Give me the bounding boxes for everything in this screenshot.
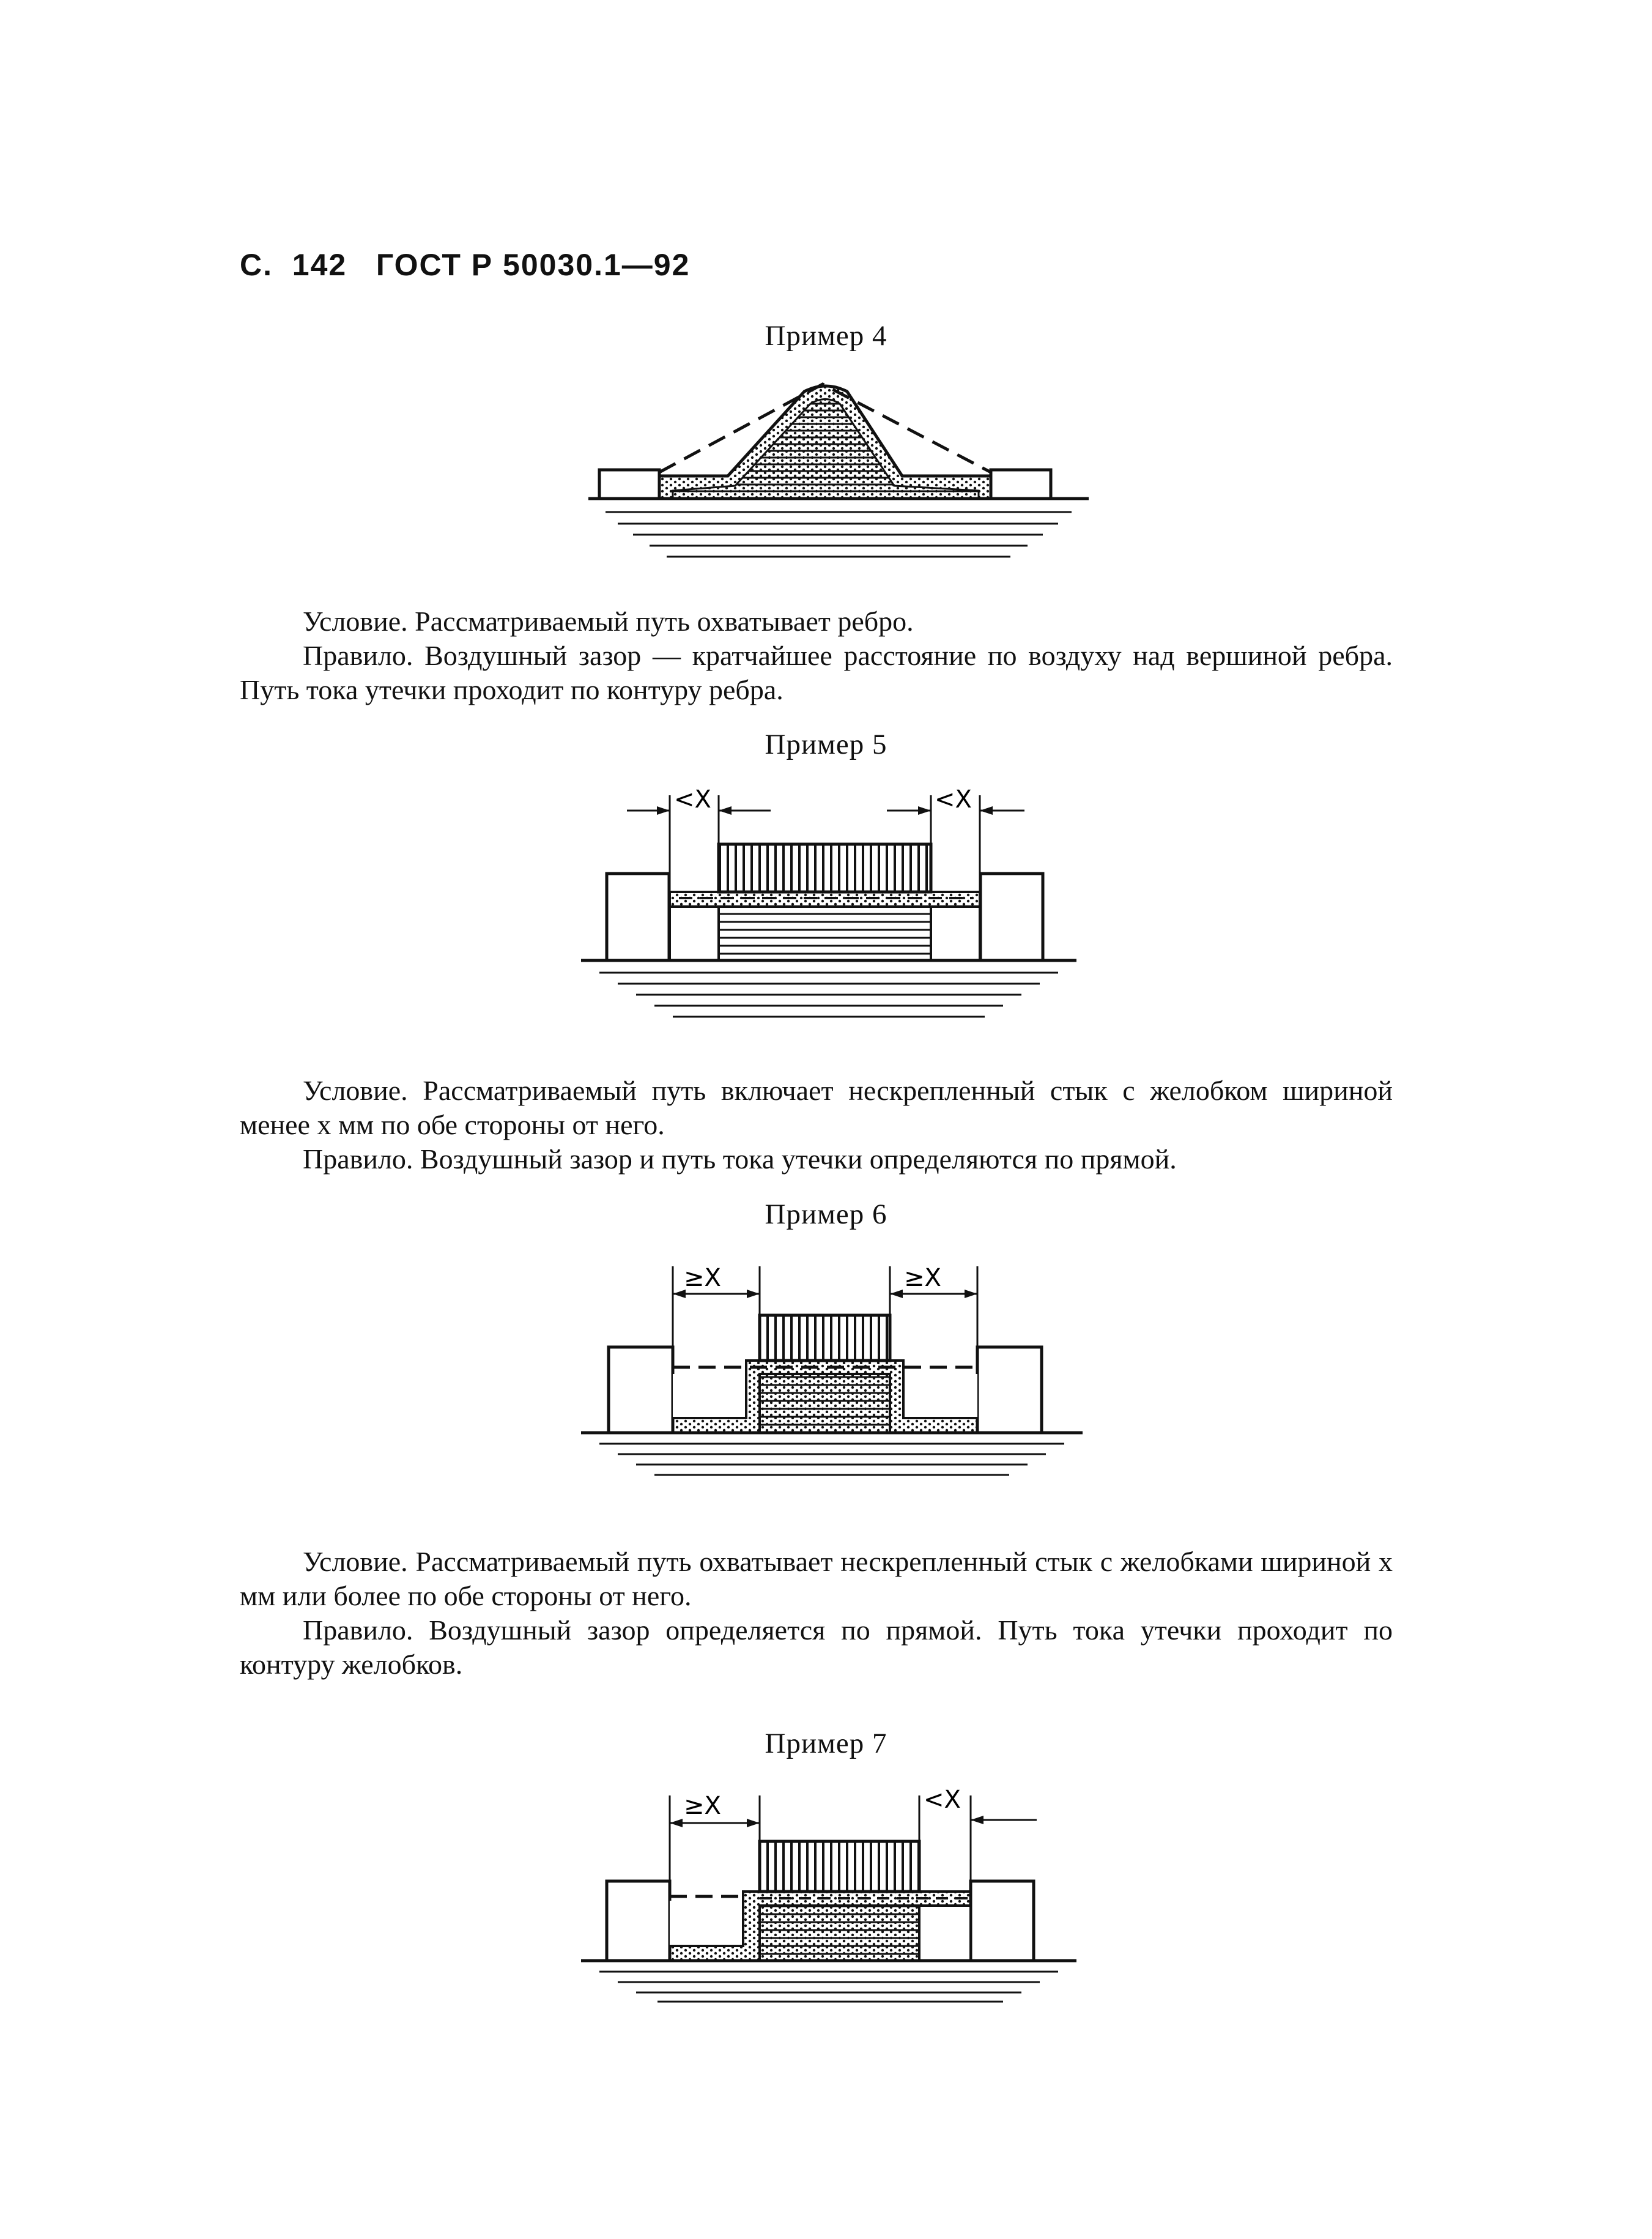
example-7-caption: Пример 7: [765, 1728, 887, 1759]
example-7-figure: [581, 1783, 1083, 2003]
example-5-right-conductor: [980, 874, 1043, 960]
example-6-left-conductor: [609, 1347, 673, 1433]
example-5-figure: [581, 783, 1083, 1028]
example-4-caption: Пример 4: [765, 320, 887, 352]
example-7-right-conductor: [971, 1881, 1034, 1961]
example-6-caption: Пример 6: [765, 1198, 887, 1230]
example-4-rule: Правило. Воздушный зазор — кратчайшее расстояние по воздуху над вершиной ребра. Путь тока утечки проходит по контуру ребра.: [240, 640, 1393, 705]
example-7-lower-part: [760, 1906, 919, 1961]
example-4-condition: Условие. Рассматриваемый путь охватывает ребро.: [303, 606, 914, 637]
example-5-text: [240, 1074, 1393, 1176]
example-5-rule: Правило. Воздушный зазор и путь тока утечки определяются по прямой.: [303, 1143, 1177, 1175]
example-6-right-conductor: [977, 1347, 1042, 1433]
example-6-text: [240, 1545, 1393, 1682]
page-label: С.: [240, 248, 273, 282]
example-5-left-conductor: [607, 874, 669, 960]
example-6-upper-part: [760, 1315, 890, 1361]
example-7-upper-part: [760, 1841, 919, 1892]
example-6-lower-part: [760, 1374, 890, 1433]
example-6-condition: Условие. Рассматриваемый путь охватывает нескрепленный стык с желобками шириной x мм или более по обе стороны от него.: [240, 1546, 1393, 1611]
example-5-dim-left: <X: [674, 785, 711, 814]
example-5-dim-right: <X: [935, 785, 972, 814]
example-5-condition: Условие. Рассматриваемый путь включает нескрепленный стык с желобком шириной менее x мм по обе стороны от него.: [240, 1075, 1393, 1140]
example-4-figure: [575, 367, 1101, 569]
example-5-lower-part: [719, 907, 931, 960]
example-7-dim-right: <X: [924, 1786, 961, 1814]
example-6-dim-left: ≥X: [684, 1264, 721, 1292]
example-6-rule: Правило. Воздушный зазор определяется по прямой. Путь тока утечки проходит по контуру желобков.: [240, 1614, 1393, 1680]
example-6-dim-right: ≥X: [904, 1264, 941, 1292]
example-4-left-conductor: [599, 470, 659, 499]
example-4-right-conductor: [991, 470, 1051, 499]
example-7-left-conductor: [607, 1881, 670, 1961]
page-header: [240, 247, 690, 283]
example-7-dim-left: ≥X: [684, 1792, 721, 1820]
standard-designation: ГОСТ Р 50030.1—92: [376, 248, 691, 282]
example-6-figure: [581, 1254, 1089, 1487]
example-5-upper-part: [719, 844, 931, 892]
example-5-caption: Пример 5: [765, 729, 887, 760]
example-4-text: [240, 604, 1393, 707]
page-number: 142: [292, 248, 347, 282]
